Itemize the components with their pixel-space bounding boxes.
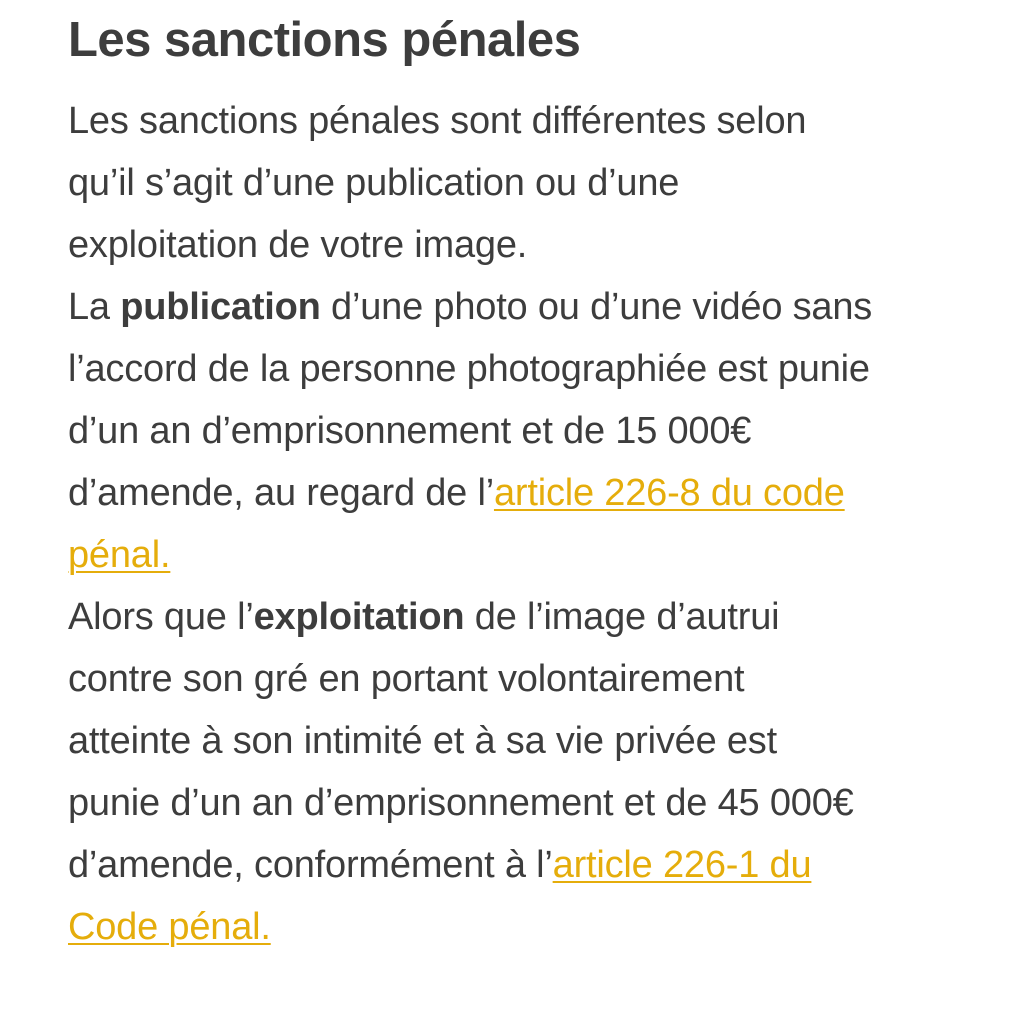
paragraph-2-line-2: l’accord de la personne photographiée est punie xyxy=(68,348,870,390)
paragraph-3-line-2: contre son gré en portant volontairement xyxy=(68,658,745,700)
paragraph-3-line-3: atteinte à son intimité et à sa vie privée est xyxy=(68,720,777,762)
text-fragment: La xyxy=(68,286,121,328)
paragraph-3-line-6 xyxy=(68,903,271,951)
paragraph-2-line-1 xyxy=(68,283,872,331)
paragraph-1-line-1: Les sanctions pénales sont différentes selon xyxy=(68,100,807,142)
paragraph-1-line-3: exploitation de votre image. xyxy=(68,224,528,266)
text-fragment: d’amende, conformément à l’ xyxy=(68,844,553,886)
paragraph-2-line-3: d’un an d’emprisonnement et de 15 000€ xyxy=(68,410,752,452)
bold-term-publication: publication xyxy=(120,286,321,328)
paragraph-1-line-2: qu’il s’agit d’une publication ou d’une xyxy=(68,162,680,204)
section-title: Les sanctions pénales xyxy=(68,13,581,67)
paragraph-3-line-5 xyxy=(68,841,811,889)
text-fragment: Alors que l’ xyxy=(68,596,254,638)
paragraph-2-line-5 xyxy=(68,531,170,579)
text-fragment: d’une photo ou d’une vidéo sans xyxy=(320,286,873,328)
link-article-226-1[interactable]: article 226-1 du xyxy=(552,844,812,886)
bold-term-exploitation: exploitation xyxy=(253,596,465,638)
paragraph-3-line-4: punie d’un an d’emprisonnement et de 45 000€ xyxy=(68,782,854,824)
link-article-226-8[interactable]: article 226-8 du code xyxy=(493,472,845,514)
paragraph-2-line-4 xyxy=(68,469,845,517)
text-fragment: d’amende, au regard de l’ xyxy=(68,472,494,514)
paragraph-3-line-1 xyxy=(68,593,779,641)
link-article-226-1-continued[interactable]: Code pénal. xyxy=(68,906,271,948)
link-article-226-8-continued[interactable]: pénal. xyxy=(68,534,171,576)
text-fragment: de l’image d’autrui xyxy=(464,596,780,638)
